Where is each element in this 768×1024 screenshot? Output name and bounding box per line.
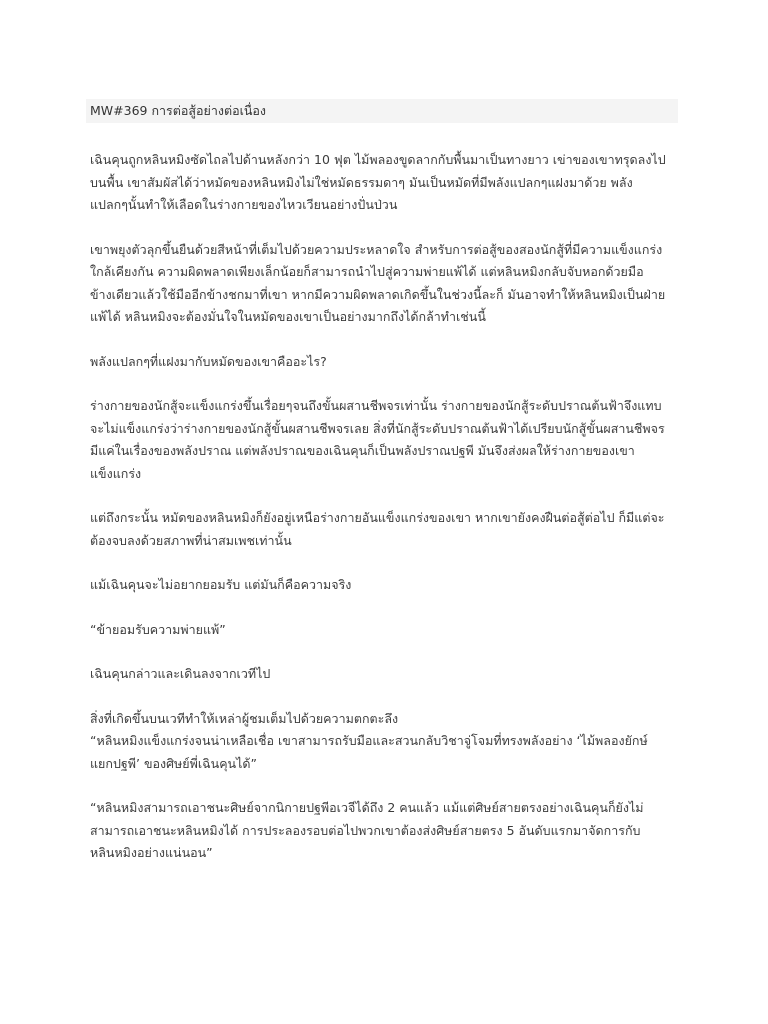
chapter-body [90,149,690,887]
paragraph-1: เฉินคุนถูกหลินหมิงซัดไถลไปด้านหลังกว่า 10 ฟุต ไม้พลองขูดลากกับพื้นมาเป็นทางยาว เข่าของเขาทรุดลงไป บนพื้น เขาสัมผัสได้ว่าหมัดของหลินหมิงไม่ใช่หมัดธรรมดาๆ มันเป็นหมัดที่มีพลังแปลกๆแฝงมาด้วย พลัง แปลกๆนั้นทำให้เลือดในร่างกายของไหวเวียนอย่างปั่นป่วน [90,152,666,212]
paragraph-7: “ข้ายอมรับความพ่ายแพ้” [90,621,226,637]
paragraph-8: เฉินคุนกล่าวและเดินลงจากเวทีไป [90,666,271,681]
chapter-title: MW#369 การต่อสู้อย่างต่อเนื่อง [90,103,267,118]
paragraph-6: แม้เฉินคุนจะไม่อยากยอมรับ แต่มันก็คือความจริง [90,577,352,592]
paragraph-2: เขาพยุงตัวลุกขึ้นยืนด้วยสีหน้าที่เต็มไปด้วยความประหลาดใจ สำหรับการต่อสู้ของสองนักสู้ที่มีความแข็งแกร่ง ใกล้เคียงกัน ความผิดพลาดเพียงเล็กน้อยก็สามารถนำไปสู่ความพ่ายแพ้ได้ แต่หลินหมิงกลับจับหอกด้วยมือ ข้างเดียวแล้วใช้มืออีกข้างชกมาที่เขา หากมีความผิดพลาดเกิดขึ้นในช่วงนี้ละก็ มันอาจทำให้หลินหมิงเป็นฝ่าย แพ้ได้ หลินหมิงจะต้องมั่นใจในหมัดของเขาเป็นอย่างมากถึงได้กล้าทำเช่นนี้ [90,241,666,324]
paragraph-9: สิ่งที่เกิดขึ้นบนเวทีทำให้เหล่าผู้ชมเต็มไปด้วยความตกตะลึง [90,710,399,726]
paragraph-3: พลังแปลกๆที่แฝงมากับหมัดของเขาคืออะไร? [90,353,327,369]
paragraph-10: “หลินหมิงแข็งแกร่งจนน่าเหลือเชื่อ เขาสามารถรับมือและสวนกลับวิชาจู่โจมที่ทรงพลังอย่าง ‘ไม้พลองยักษ์ แยกปฐพี’ ของศิษย์พี่เฉินคุนได้” [90,733,648,771]
paragraph-4: ร่างกายของนักสู้จะแข็งแกร่งขึ้นเรื่อยๆจนถึงขั้นผสานชีพจรเท่านั้น ร่างกายของนักสู้ระดับปราณต้นฟ้าจึงแทบ จะไม่แข็งแกร่งว่าร่างกายของนักสู้ขั้นผสานชีพจรเลย สิ่งที่นักสู้ระดับปราณต้นฟ้าได้เปรียบนักสู้ขั้นผสานชีพจร มีแค่ในเรื่องของพลังปราณ แต่พลังปราณของเฉินคุนก็เป็นพลังปราณปฐพี มันจึงส่งผลให้ร่างกายของเขา แข็งแกร่ง [90,398,665,481]
paragraph-11: “หลินหมิงสามารถเอาชนะศิษย์จากนิกายปฐพีอเวจีได้ถึง 2 คนแล้ว แม้แต่ศิษย์สายตรงอย่างเฉินคุนก็ยังไม่ สามารถเอาชนะหลินหมิงได้ การประลองรอบต่อไปพวกเขาต้องส่งศิษย์สายตรง 5 อันดับแรกมาจัดการกับ หลินหมิงอย่างแน่นอน” [90,800,644,860]
paragraph-5: แต่ถึงกระนั้น หมัดของหลินหมิงก็ยังอยู่เหนือร่างกายอันแข็งแกร่งของเขา หากเขายังคงฝืนต่อสู้ต่อไป ก็มีแต่จะ ต้องจบลงด้วยสภาพที่น่าสมเพชเท่านั้น [90,510,665,548]
